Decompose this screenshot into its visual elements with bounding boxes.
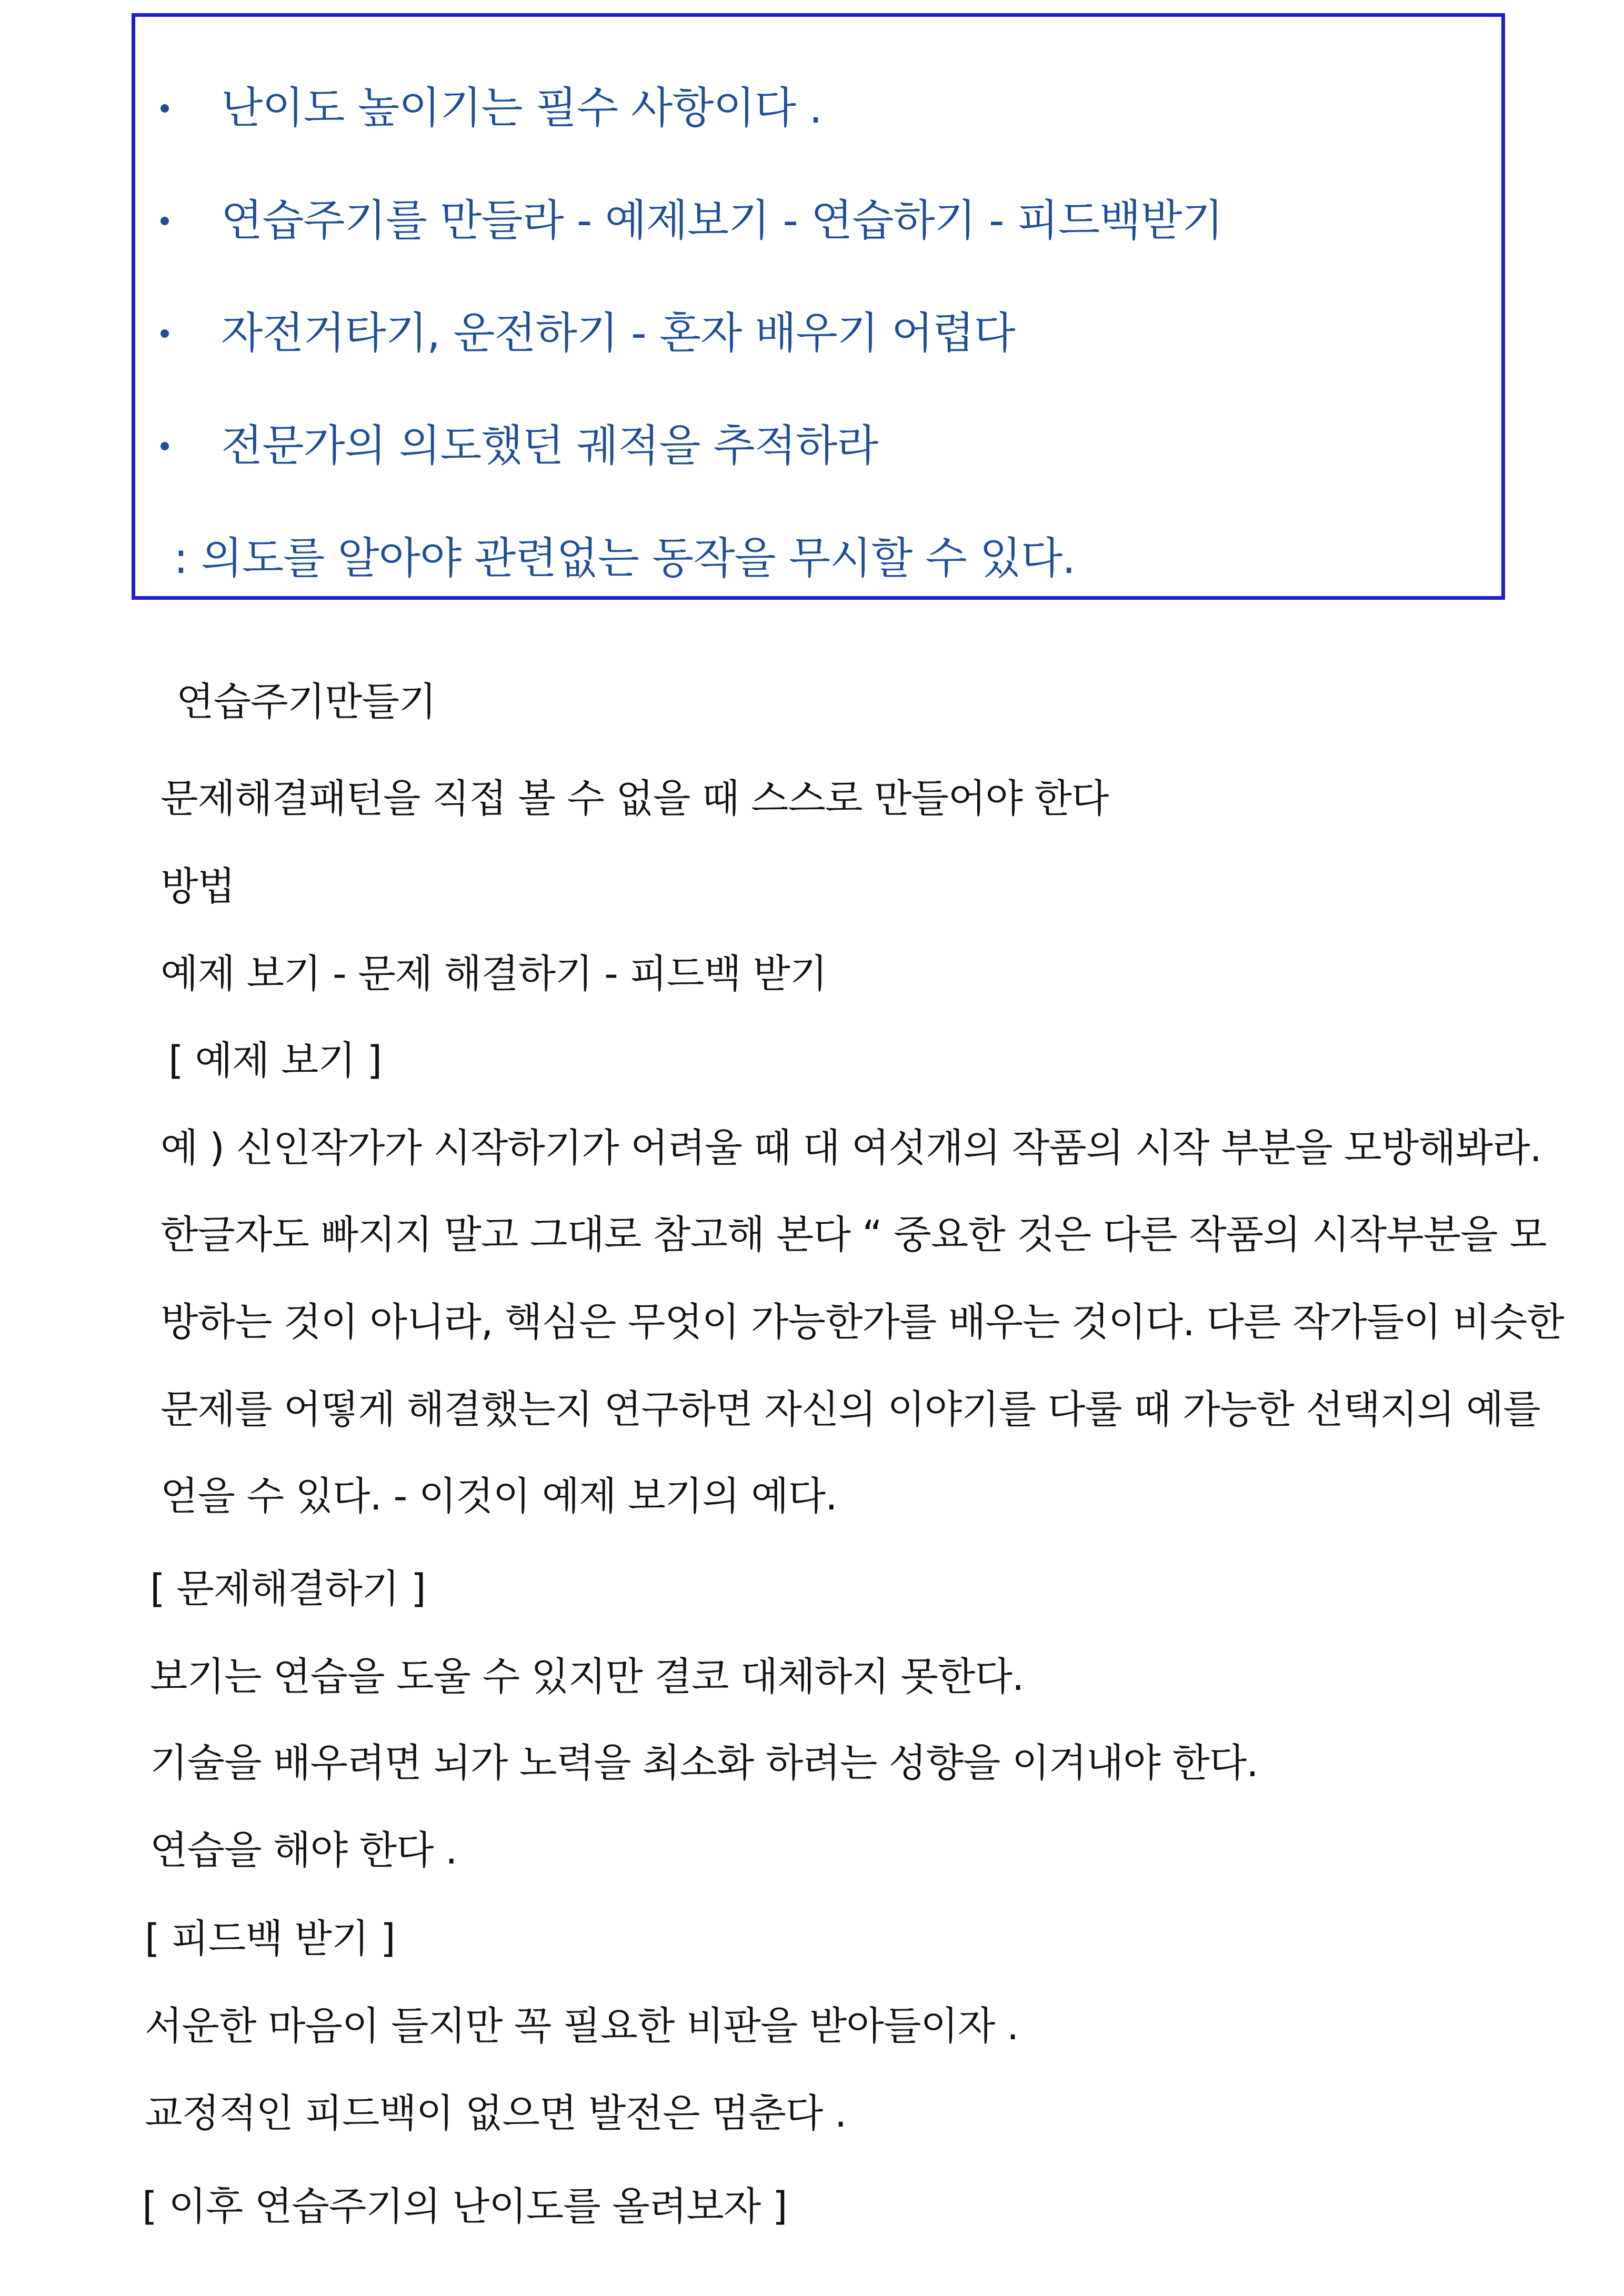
bullet-dot-icon — [161, 104, 169, 113]
example-line: 얻을 수 있다. - 이것이 예제 보기의 예다. — [161, 1474, 837, 1519]
summary-bullet-4: 전문가의 의도했던 궤적을 추적하라 — [221, 421, 878, 471]
example-line: 예 ) 신인작가가 시작하기가 어려울 때 대 여섯개의 작품의 시작 부분을 모방해봐라. — [161, 1125, 1542, 1171]
example-line: 한글자도 빠지지 말고 그대로 참고해 본다 “ 중요한 것은 다른 작품의 시작부분을 모 — [161, 1212, 1547, 1257]
bullet-dot-icon — [161, 442, 169, 450]
problem-solving-line: 연습을 해야 한다 . — [150, 1828, 457, 1873]
bullet-dot-icon — [161, 329, 169, 338]
closing-heading: [ 이후 연습주기의 난이도를 올려보자 ] — [142, 2184, 787, 2229]
example-heading: [ 예제 보기 ] — [168, 1038, 382, 1083]
section-intro: 문제해결패턴을 직접 볼 수 없을 때 스스로 만들어야 한다 — [161, 776, 1109, 821]
example-line: 문제를 어떻게 해결했는지 연구하면 자신의 이야기를 다룰 때 가능한 선택지의 예를 — [161, 1387, 1540, 1432]
problem-solving-line: 기술을 배우려면 뇌가 노력을 최소화 하려는 성향을 이겨내야 한다. — [150, 1740, 1258, 1786]
summary-note: : 의도를 알아야 관련없는 동작을 무시할 수 있다. — [174, 533, 1076, 583]
summary-bullet-1: 난이도 높이기는 필수 사항이다 . — [221, 83, 823, 133]
problem-solving-heading: [ 문제해결하기 ] — [150, 1566, 426, 1612]
section-title: 연습주기만들기 — [176, 679, 436, 724]
example-line: 방하는 것이 아니라, 핵심은 무엇이 가능한가를 배우는 것이다. 다른 작가들이 비슷한 — [161, 1300, 1564, 1345]
bullet-dot-icon — [161, 217, 169, 225]
method-label: 방법 — [161, 864, 235, 909]
method-steps: 예제 보기 - 문제 해결하기 - 피드백 받기 — [161, 951, 827, 996]
feedback-line: 서운한 마음이 들지만 꼭 필요한 비판을 받아들이자 . — [145, 2003, 1019, 2049]
problem-solving-line: 보기는 연습을 도울 수 있지만 결코 대체하지 못한다. — [150, 1654, 1024, 1699]
summary-bullet-2: 연습주기를 만들라 - 예제보기 - 연습하기 - 피드백받기 — [221, 196, 1223, 246]
summary-bullet-3: 자전거타기, 운전하기 - 혼자 배우기 어렵다 — [221, 308, 1015, 358]
feedback-heading: [ 피드백 받기 ] — [145, 1916, 395, 1961]
feedback-line: 교정적인 피드백이 없으면 발전은 멈춘다 . — [145, 2091, 847, 2136]
